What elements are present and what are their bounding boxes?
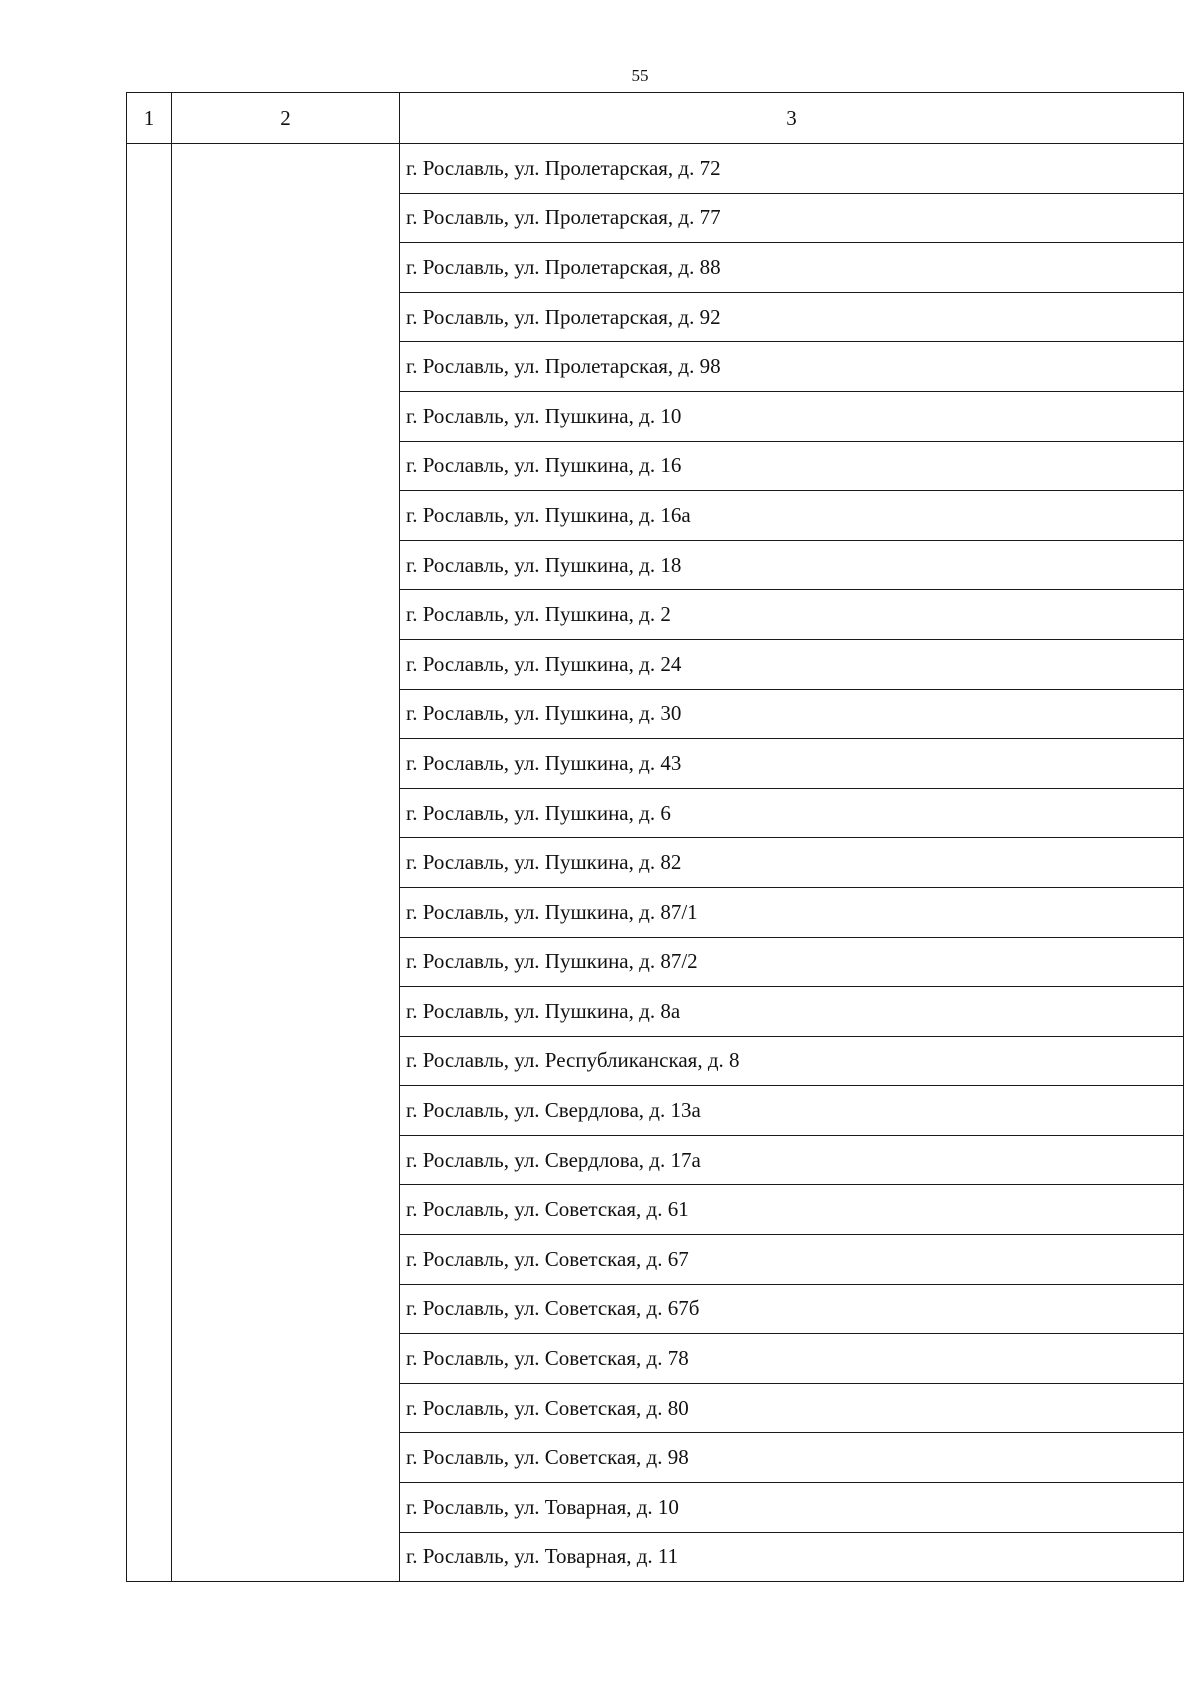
column-header-1: 1 bbox=[127, 93, 172, 144]
address-cell: г. Рославль, ул. Пушкина, д. 43 bbox=[400, 739, 1184, 789]
address-cell: г. Рославль, ул. Советская, д. 61 bbox=[400, 1185, 1184, 1235]
address-cell: г. Рославль, ул. Пролетарская, д. 72 bbox=[400, 144, 1184, 194]
table-header-row bbox=[127, 93, 1184, 144]
address-cell: г. Рославль, ул. Советская, д. 67б bbox=[400, 1284, 1184, 1334]
address-cell: г. Рославль, ул. Пушкина, д. 16 bbox=[400, 441, 1184, 491]
column-header-2: 2 bbox=[172, 93, 400, 144]
address-cell: г. Рославль, ул. Пушкина, д. 87/1 bbox=[400, 887, 1184, 937]
page-number: 55 bbox=[631, 66, 649, 85]
column-header-3: 3 bbox=[400, 93, 1184, 144]
address-cell: г. Рославль, ул. Республиканская, д. 8 bbox=[400, 1036, 1184, 1086]
address-cell: г. Рославль, ул. Пушкина, д. 6 bbox=[400, 788, 1184, 838]
address-cell: г. Рославль, ул. Советская, д. 67 bbox=[400, 1235, 1184, 1285]
address-cell: г. Рославль, ул. Пролетарская, д. 92 bbox=[400, 292, 1184, 342]
address-cell: г. Рославль, ул. Пушкина, д. 16а bbox=[400, 491, 1184, 541]
merged-empty-cell-col-1 bbox=[127, 144, 172, 1582]
merged-empty-cell-col-2 bbox=[172, 144, 400, 1582]
address-cell: г. Рославль, ул. Свердлова, д. 13а bbox=[400, 1086, 1184, 1136]
address-cell: г. Рославль, ул. Товарная, д. 11 bbox=[400, 1532, 1184, 1582]
address-table bbox=[126, 92, 1184, 1582]
address-cell: г. Рославль, ул. Пушкина, д. 87/2 bbox=[400, 937, 1184, 987]
address-cell: г. Рославль, ул. Советская, д. 80 bbox=[400, 1383, 1184, 1433]
address-cell: г. Рославль, ул. Пушкина, д. 18 bbox=[400, 540, 1184, 590]
address-cell: г. Рославль, ул. Советская, д. 98 bbox=[400, 1433, 1184, 1483]
address-cell: г. Рославль, ул. Пушкина, д. 30 bbox=[400, 689, 1184, 739]
address-cell: г. Рославль, ул. Свердлова, д. 17а bbox=[400, 1135, 1184, 1185]
address-cell: г. Рославль, ул. Пролетарская, д. 88 bbox=[400, 243, 1184, 293]
address-table-body bbox=[127, 93, 1184, 1582]
address-cell: г. Рославль, ул. Советская, д. 78 bbox=[400, 1334, 1184, 1384]
address-cell: г. Рославль, ул. Пролетарская, д. 77 bbox=[400, 193, 1184, 243]
table-row bbox=[127, 144, 1184, 194]
address-cell: г. Рославль, ул. Товарная, д. 10 bbox=[400, 1483, 1184, 1533]
address-cell: г. Рославль, ул. Пушкина, д. 82 bbox=[400, 838, 1184, 888]
address-cell: г. Рославль, ул. Пушкина, д. 2 bbox=[400, 590, 1184, 640]
address-cell: г. Рославль, ул. Пушкина, д. 8а bbox=[400, 987, 1184, 1037]
address-cell: г. Рославль, ул. Пушкина, д. 24 bbox=[400, 639, 1184, 689]
address-cell: г. Рославль, ул. Пролетарская, д. 98 bbox=[400, 342, 1184, 392]
address-cell: г. Рославль, ул. Пушкина, д. 10 bbox=[400, 391, 1184, 441]
